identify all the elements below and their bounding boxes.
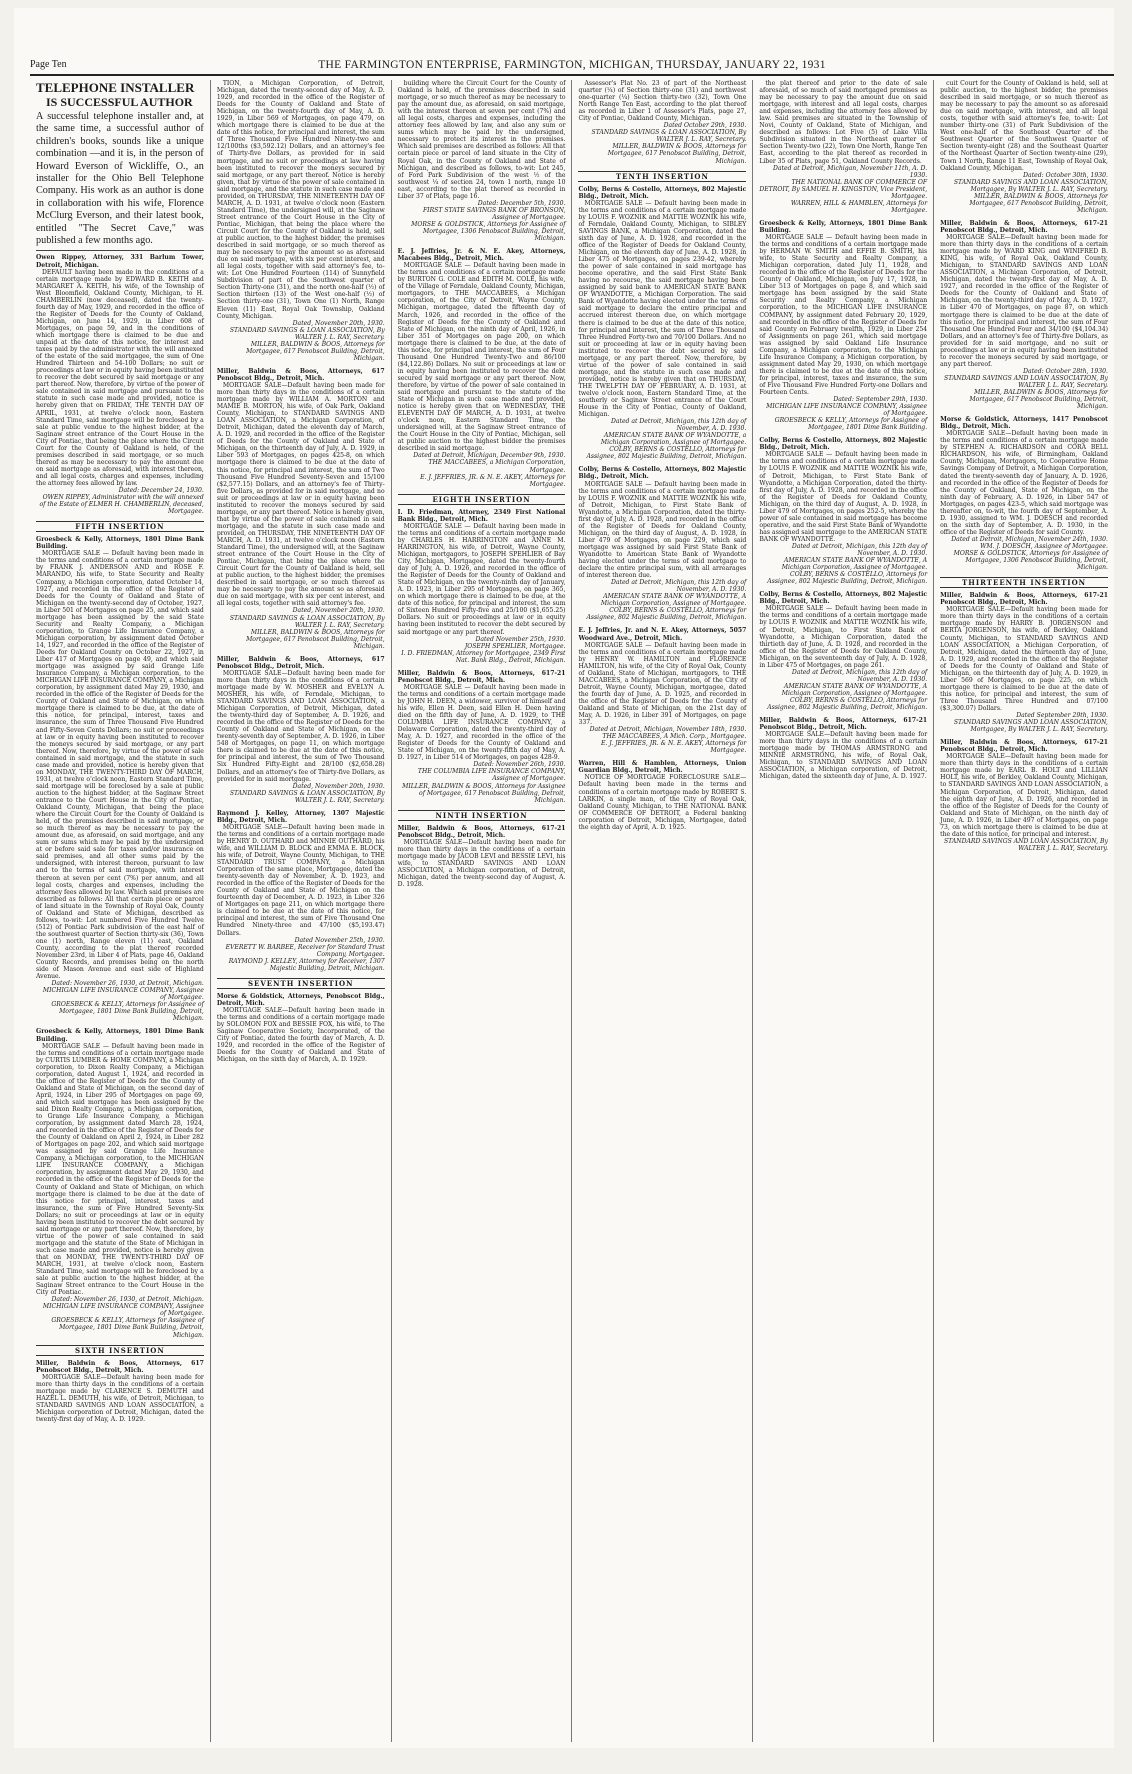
- notice-attorney: Colby, Berns & Costello, Attorneys, 802 Majestic Bldg., Detroit, Mich.: [759, 437, 928, 452]
- notice-body: MORTGAGE SALE — Default having been made in the terms and conditions of a certain mortgage made by LOUIS F. WOZNIK and MATTIE WOZNIK his wife, of Detroit, Michigan, to First State Bank of Wyandotte, a Michigan Corporation, dated the thirty-first day of July, A. D. 1928, and recorded in the office of the Register of Deeds for Oakland County, Michigan, on the third day of August, A. D. 1928, in Liber 479 of Mortgages, on pages 252-5, whereby the power of sale contained in said mortgage has become operative, and the said First State Bank of Wyandotte has assigned said mortgage to the AMERICAN STATE BANK OF WYANDOTTE.: [759, 451, 928, 543]
- legal-notice: [398, 825, 566, 888]
- notice-attorney-signature: GROESBECK & KELLY, Attorneys for Assignee of Mortgagee, 1801 Dime Bank Building, Detroit, Michigan.: [51, 1001, 204, 1023]
- column-6: [934, 80, 1114, 1742]
- notice-attorney: Owen Rippey, Attorney, 331 Barlum Tower, Detroit, Michigan.: [36, 254, 204, 269]
- legal-notice: [36, 1360, 204, 1423]
- notice-signature: AMERICAN STATE BANK OF WYANDOTTE, a Michigan Corporation, Assignee of Mortgagee.: [600, 432, 747, 447]
- notice-date: Dated: September 29th, 1930.: [833, 396, 928, 404]
- insertion-heading: THIRTEENTH INSERTION: [940, 577, 1108, 588]
- legal-notice: [759, 220, 927, 431]
- notice-body: TION, a Michigan Corporation, of Detroit, Michigan, dated the twenty-second day of May, A. D. 1929, and recorded in the office of the Register of Deeds for the County of Oakland and State of Michigan, on the twenty-fourth day of May, A. D. 1929, in Liber 569 of Mortgages, on page 479, on which mortgage there is claimed to be due at the date of this notice, for principal and interest, the sum of Three Thousand Five Hundred Ninety-two and 12/100ths ($3,592.12) Dollars, and an attorney's fee of Thirty-five Dollars, as provided for in said mortgage, and no suit or proceedings at law having been instituted to recover the moneys secured by said mortgage, or any part thereof. Notice is hereby given, that by virtue of the power of sale contained in said mortgage, and the statute in such case made and provided, on THURSDAY, THE NINETEENTH DAY OF MARCH, A. D. 1931, at twelve o'clock noon (Eastern Standard Time), the undersigned will, at the Saginaw Street entrance of the Court House in the City of Pontiac, Michigan, that being the place where the Circuit Court for the County of Oakland is held, sell at public auction, to the highest bidder, the premises described in said mortgage, or so much thereof as may be necessary to pay the amount so as aforesaid due on said mortgage, with six per cent interest, and all legal costs, together with said attorney's fee, to-wit: Lot One Hundred Fourteen (114) of Sunnyfield Subdivision of part of the Southwest quarter of Section Thirty-one (31), and the north one-half (½) of Section thirteen (13) of the West one-half (½) of Section thirty-one (31), Town One (1) North, Range Eleven (11) East, Royal Oak Township, Oakland County, Michigan.: [216, 80, 385, 320]
- notice-signature: STANDARD SAVINGS AND LOAN ASSOCIATION, By WALTER J. L. RAY, Secretary.: [943, 374, 1108, 389]
- notice-body: building where the Circuit Court for the County of Oakland is held, of the premises described in said mortgage, or so much thereof as may be necessary to pay the amount due, as aforesaid, on said mortgage, with the interest thereon at seven per cent (7%) and all legal costs, charges and expenses, including the attorney fees allowed by law, and also any sum or sums which may be paid by the undersigned, necessary to protect its interest in the premises. Which said premises are described as follows: All that certain piece or parcel of land situate in the City of Royal Oak, in the County of Oakland and State of Michigan, and described as follows, to-wit: Lot 245, of Ford Park Subdivision of the west ½ of the southwest ¼ of section 24, town 1 north, range 10 east, according to the plat thereof as recorded in Liber 37 of Plats, page 16.: [397, 80, 566, 200]
- insertion-heading: NINTH INSERTION: [398, 810, 566, 821]
- notice-date: Dated: November 26, 1930, at Detroit, Michigan.: [51, 980, 204, 988]
- legal-notice: [578, 466, 746, 621]
- notice-attorney-signature: GROESBECK & KELLY, Attorneys for Assignee of Mortgagee, 1801 Dime Bank Building, Detroit, Michigan.: [51, 1317, 204, 1339]
- legal-notice: [940, 739, 1108, 852]
- notice-signature: MICHIGAN LIFE INSURANCE COMPANY, Assignee of Mortgagee.: [42, 1303, 204, 1318]
- column-3: [392, 80, 573, 1742]
- newspaper-page: [14, 8, 1114, 1748]
- notice-attorney: Groesbeck & Kelly, Attorneys, 1801 Dime Bank Building.: [36, 1028, 204, 1043]
- notice-signature: EVERETT W. BARBEE, Receiver for Standard Trust Company, Mortgagee.: [225, 943, 385, 958]
- notice-signature: FIRST STATE SAVINGS BANK OF BRONSON, Assignee of Mortgagee.: [422, 206, 566, 221]
- notice-date: Dated at Detroit, Michigan, November 18th, 1930.: [589, 726, 747, 734]
- notice-attorney-signature: MILLER, BALDWIN & BOOS, Attorneys for Assignee of Mortgagee, 617 Penobscot Building, Detroit, Michigan.: [402, 782, 566, 804]
- masthead: [30, 48, 1114, 76]
- notice-date: Dated November 25th, 1930.: [475, 635, 566, 643]
- notice-attorney: Miller, Baldwin & Boos, Attorneys, 617-21 Penobscot Bldg., Detroit, Mich.: [759, 717, 928, 732]
- notice-date: Dated at Detroit, Michigan, December 9th, 1930.: [413, 452, 566, 460]
- insertion-heading: FIFTH INSERTION: [36, 521, 204, 532]
- notice-signature: THE COLUMBIA LIFE INSURANCE COMPANY, Assignee of Mortgagee.: [417, 768, 566, 783]
- notice-signature: MICHIGAN LIFE INSURANCE COMPANY, Assignee of Mortgagee.: [42, 987, 204, 1002]
- notice-attorney: E. J. Jeffries, Jr. and N. E. Akey, Attorneys, 5057 Woodward Ave., Detroit, Mich.: [578, 627, 747, 642]
- legal-notice: [759, 80, 927, 214]
- legal-notice: [940, 80, 1108, 214]
- notice-body: MORTGAGE SALE — Default having been made in the terms and conditions of a certain mortgage made by CHARLES H. HARRINGTON and ANNE M. HARRINGTON, his wife, of Detroit, Wayne County, Michigan, mortgagors, to JOSEPH SPEHLIER of Bay City, Michigan, Mortgagee, dated the twenty-fourth day of July, A. D. 1926, and recorded in the office of the Register of Deeds for the County of Oakland and State of Michigan, on the twenty-ninth day of January, A. D. 1923, in Liber 295 of Mortgages, on page 365, on which mortgage there is claimed to be due, at the date of this notice, for principal and interest, the sum of Sixteen Hundred Fifty-five and 25/100 ($1,655.25) Dollars. No suit or proceedings at law or in equity having been instituted to recover the debt secured by said mortgage or any part thereof.: [397, 522, 566, 636]
- notice-body: MORTGAGE SALE — Default having been made in the terms and conditions of a certain mortgage made by JOHN H. DEEN, a widower, survivor of himself and his wife, Ellen H. Deen, said Ellen H. Deen having died on the fifth day of June, A. D. 1929, to THE COLUMBIA LIFE INSURANCE COMPANY, a Delaware Corporation, dated the twenty-third day of May, A. D. 1927, and recorded in the office of the Register of Deeds for the County of Oakland and State of Michigan, on the twenty-fifth day of May, A. D. 1927, in Liber 514 of Mortgages, on pages 428-9.: [397, 683, 566, 762]
- notice-signature: OWEN RIPPEY, Administrator with the will annexed of the Estate of ELMER H. CHAMBERLIN, deceased, Mortgagee.: [39, 494, 204, 516]
- notice-body: MORTGAGE SALE — Default having been made in the terms and conditions of a certain mortgage made by HERMAN W. SMITH and EFFIE B. SMITH, his wife, to State Security and Realty Company, a Michigan corporation, dated July 11, 1928, and recorded in the office of the Register of Deeds for the County of Oakland, Michigan, on July 17, 1928, in Liber 513 of Mortgages on page 8, and which said mortgage has been assigned by the said State Security and Realty Company, a Michigan corporation, to the MICHIGAN LIFE INSURANCE COMPANY, by assignment dated February 20, 1929, and recorded in the office of the Register of Deeds for said County on February twelfth, 1929, in Liber 254 of Assignments on page 261, which said mortgage was assigned by said Oakland Life Insurance Company, a Michigan corporation, to the Michigan Life Insurance Company, a Michigan corporation, by assignment dated May 29, 1930, on which mortgage there is claimed to be due at the date of this notice, for principal, interest, taxes and insurance, the sum of Five Thousand Five Hundred Forty-one Dollars and Fourteen Cents.: [759, 233, 928, 397]
- notice-attorney: Miller, Baldwin & Boos, Attorneys, 617 Penobscot Bldg., Detroit, Mich.: [216, 655, 385, 670]
- notice-signature: WM. J. DOESCH, Assignee of Mortgagee.: [980, 543, 1108, 550]
- notice-attorney: Morse & Goldstick, Attorneys, 1417 Penobscot Bldg., Detroit, Mich.: [940, 416, 1108, 431]
- notice-signature: STANDARD SAVINGS & LOAN ASSOCIATION, By WALTER J. L. RAY, Secretary.: [591, 129, 747, 144]
- notice-attorney: Colby, Berns & Costello, Attorneys, 802 Majestic Bldg., Detroit, Mich.: [759, 591, 928, 606]
- notice-attorney-signature: COLBY, BERNS & COSTELLO, Attorneys for Assignee, 802 Majestic Building, Detroit, Michigan.: [767, 571, 928, 586]
- legal-notice: [940, 592, 1108, 733]
- notice-attorney: Morse & Goldstick, Attorneys, Penobscot Bldg., Detroit, Mich.: [216, 992, 385, 1007]
- notice-signature: STANDARD SAVINGS AND LOAN ASSOCIATION, Mortgagee, By WALTER J. L. RAY, Secretary.: [953, 719, 1108, 734]
- notice-attorney-signature: I. D. FRIEDMAN, Attorney for Mortgagee, 2349 First Nat. Bank Bldg., Detroit, Michigan.: [401, 649, 566, 664]
- notice-attorney: Raymond J. Kelley, Attorney, 1307 Majestic Bldg., Detroit, Mich.: [216, 809, 385, 824]
- notice-signature: THE NATIONAL BANK OF COMMERCE OF DETROIT, By SAMUEL H. KINGSTON, Vice President, Mortgagee.: [759, 178, 928, 200]
- notice-date: Dated: November 26th, 1930.: [473, 761, 566, 769]
- notice-body: MORTGAGE SALE—Default having been made for more than thirty days in the conditions of a certain mortgage made by JACOB LEVI and BESSIE LEVI, his wife, to STANDARD SAVINGS AND LOAN ASSOCIATION, a Michigan corporation, of Detroit, Michigan, dated the twenty-second day of August, A. D. 1928.: [397, 838, 566, 889]
- notice-date: Dated, November 20th, 1930.: [292, 782, 385, 790]
- notice-date: Dated November 25th, 1930.: [294, 936, 385, 944]
- notice-signature: THE MACCABEES, a Michigan Corporation, Mortgagee.: [428, 459, 566, 474]
- notice-attorney-signature: GROESBECK & KELLY, Attorneys for Assignee of Mortgagee, 1801 Dime Bank Building.: [774, 417, 928, 432]
- page-number: Page Ten: [30, 59, 67, 70]
- notice-body: MORTGAGE SALE — Default having been made in the terms and conditions of a certain mortgage made by CURTIS LUMBER & HOME COMPANY, a Michigan corporation, to Dixon Realty Company, a Michigan corporation, dated August 1, 1924, and recorded in the office of the Register of Deeds for the County of Oakland and State of Michigan, on the second day of April, 1924, in Liber 295 of Mortgages on page 69, and which said mortgage has been assigned by the said Dixon Realty Company, a Michigan corporation, to Grange Life Insurance Company, a Michigan corporation, by assignment dated March 28, 1924, and recorded in the office of the Register of Deeds for the County of Oakland on April 2, 1924, in Liber 282 of Mortgages on page 202, and which said mortgage was assigned by said Grange Life Insurance Company, a Michigan corporation, to the MICHIGAN LIFE INSURANCE COMPANY, a Michigan corporation, by assignment dated May 29, 1930, and recorded in the office of the Register of Deeds for the County of Oakland and State of Michigan, on which mortgage there is claimed to be due at the date of this notice for principal, interest, taxes and insurance, the sum of Five Hundred Seventy-Six Dollars; no suit or proceedings at law or in equity having been instituted to recover the debt secured by said mortgage or any part thereof. Now, therefore, by virtue of the power of sale contained in said mortgage and the statute of the State of Michigan in such case made and provided, notice is hereby given that on MONDAY, THE TWENTY-THIRD DAY OF MARCH, 1931, at twelve o'clock noon, Eastern Standard Time, said mortgage will be foreclosed by a sale at public auction to the highest bidder, at the Saginaw Street entrance to the Court House in the City of Pontiac.: [36, 1042, 204, 1297]
- notice-attorney-signature: MILLER, BALDWIN & BOOS, Attorneys for Mortgagee, 617 Penobscot Building, Detroit, Michigan.: [246, 628, 385, 650]
- notice-attorney-signature: MILLER, BALDWIN & BOOS, Attorneys for Mortgagee, 617 Penobscot Building, Detroit, Michigan.: [969, 192, 1108, 214]
- notice-signature: MICHIGAN LIFE INSURANCE COMPANY, Assignee of Mortgagee.: [766, 403, 928, 418]
- column-4: [572, 80, 753, 1742]
- notice-signature: JOSEPH SPEHLIER, Mortgagee.: [464, 642, 566, 650]
- notice-attorney-signature: WARREN, HILL & HAMBLEN, Attorneys for Mortgagee.: [790, 199, 928, 214]
- legal-notice: [398, 670, 566, 804]
- notice-attorney: Warren, Hill & Hamblen, Attorneys, Union Guardian Bldg., Detroit, Mich.: [578, 760, 747, 775]
- legal-notice: [940, 220, 1108, 410]
- notice-signature: STANDARD SAVINGS AND LOAN ASSOCIATION, By WALTER J. L. RAY, Secretary.: [943, 837, 1108, 852]
- notice-body: MORTGAGE SALE—Default having been made for more than thirty days in the conditions of a certain mortgage made by WILLIAM A. MORTON and MAMIE B. MORTON, his wife, of Oak Park, Oakland County, Michigan, to STANDARD SAVINGS AND LOAN ASSOCIATION, a Michigan Corporation, of Detroit, Michigan, dated the eleventh day of March, A. D. 1929, and recorded in the office of the Register of Deeds for the County of Oakland and State of Michigan, on the thirteenth day of July, A. D. 1929, in Liber 593 of Mortgages, on pages 425-8, on which mortgage there is claimed to be due at the date of this notice, for principal and interest, the sum of Two Thousand Five Hundred Seventy-Seven and 15/100 ($2,577.15) Dollars, and an attorney's fee of Thirty-five Dollars, as provided for in said mortgage, and no suit or proceedings at law or in equity having been instituted to recover the moneys secured by said mortgage, or any part thereof. Notice is hereby given, that by virtue of the power of sale contained in said mortgage, and the statute in such case made and provided, on THURSDAY, THE NINETEENTH DAY OF MARCH, A. D. 1931, at twelve o'clock noon (Eastern Standard Time), the undersigned will, at the Saginaw street entrance of the Court House in the City of Pontiac, Michigan, that being the place where the Circuit Court for the County of Oakland is held, sell at public auction, to the highest bidder, the premises described in said mortgage, or so much thereof as may be necessary to pay the amount so as aforesaid due on said mortgage, with six per cent interest, and all legal costs, together with said attorney's fee.: [216, 381, 385, 608]
- legal-notice: [398, 509, 566, 664]
- legal-notice: [578, 627, 746, 754]
- notice-body: MORTGAGE SALE—Default having been made in the terms and conditions of a certain mortgage made by HENRY D. OUTHARD and MINNIE OUTHARD, his wife, and WILLIAM D. BLOCK and EMMA E. BLOCK, his wife, of Detroit, Wayne County, Michigan, to THE STANDARD TRUST COMPANY, a Michigan Corporation of the same place, Mortgagee, dated the twenty-seventh day of November, A. D. 1923, and recorded in the office of the Register of Deeds for the County of Oakland and State of Michigan on the fourteenth day of December, A. D. 1923, in Liber 326 of Mortgages on page 211, on which mortgage there is claimed to be due at the date of this notice, for principal and interest, the sum of Five Thousand One Hundred Ninety-three and 47/100 ($5,193.47) Dollars.: [216, 823, 385, 937]
- notice-body: MORTGAGE SALE — Default having been made in the terms and conditions of a certain mortgage made by FRANK J. ANDERSON AND and ROSE F. MARANDO, his wife, to State Security and Realty Company, a Michigan corporation, dated October 14, 1927, and recorded in the office of the Register of Deeds for the County of Oakland and State of Michigan on the twenty-second day of October, 1927, in Liber 501 of Mortgages on page 25, and which said mortgage has been assigned by the said State Security and Realty Company, a Michigan corporation, to Grange Life Insurance Company, a Michigan corporation, by assignment dated October 14, 1927, and recorded in the office of the Register of Deeds for Oakland County on October 22, 1927, in Liber 417 of Mortgages on page 49, and which said mortgage was assigned by said Grange Life Insurance Company, a Michigan corporation, to the MICHIGAN LIFE INSURANCE COMPANY, a Michigan corporation, by assignment dated May 29, 1930, and recorded in the office of the Register of Deeds for the County of Oakland and State of Michigan, on which mortgage there is claimed to be due, at the date of this notice, for principal, interest, taxes and insurance, the sum of Three Thousand Five Hundred and Fifty-Seven Cents Dollars; no suit or proceedings at law or in equity having been instituted to recover the moneys secured by said mortgage, or any part thereof. Now, therefore, by virtue of the power of sale contained in said mortgage, and the statute in such case made and provided, notice is hereby given that on MONDAY, THE TWENTY-THIRD DAY OF MARCH, 1931, at twelve o'clock noon, Eastern Standard Time, said mortgage will be foreclosed by a sale at public auction to the highest bidder, at the Saginaw Street entrance to the Court House in the City of Pontiac, Oakland County, Michigan, that being the place where the Circuit Court for the County of Oakland is held, of the premises described in said mortgage, or so much thereof as may be necessary to pay the amount due, as aforesaid, on said mortgage, and any sum or sums which may be paid by the undersigned at or before said sale for taxes and/or insurance on said premises, and all other sums paid by the undersigned, with interest thereon, pursuant to law and to the terms of said mortgage, with interest thereon at seven per cent (7%) per annum, and all legal costs, charges and expenses, including the attorney fees allowed by law. Which said premises are described as follows: All that certain piece or parcel of land situate in the Township of Royal Oak, County of Oakland and State of Michigan, described as follows, to-wit: Lot numbered Five Hundred Twelve (512) of Pontiac Park subdivision of the east half of the southwest quarter of Section thirty-six (36), Town one (1) north, Range eleven (11) east, Oakland County, according to the plat thereof recorded November 23rd, in Liber 4 of Plats, page 46, Oakland County Records, and premises being on the north side of Mason Avenue and east side of Highland Avenue.: [36, 550, 204, 981]
- insertion-heading: EIGHTH INSERTION: [398, 494, 566, 505]
- news-story: [36, 80, 204, 247]
- notice-attorney: Miller, Baldwin & Boos, Attorneys, 617-21 Penobscot Bldg., Detroit, Mich.: [397, 669, 566, 684]
- story-body: A successful telephone installer and, at the same time, a successful author of children's books, sounds like a unique combination —and it is, in the person of Howard Everson of Wickliffe, O., an installer for the Ohio Bell Telephone Company. His work as an author is done in collaboration with his wife, Florence McClurg Everson, and their latest book, entitled "The Secret Cave," was published a few months ago.: [36, 111, 204, 247]
- notice-body: MORTGAGE SALE—Default having been made for more than thirty days in the conditions of a certain mortgage made by HARRY B. JORGENSON and BERTA JORGENSON, his wife, of Berkley, Oakland County, Michigan, to STANDARD SAVINGS AND LOAN ASSOCIATION, a Michigan Corporation, of Detroit, Michigan, dated the thirteenth day of June, A. D. 1929, and recorded in the office of the Register of Deeds for the County of Oakland and State of Michigan, on the thirteenth day of July, A. D. 1929, in Liber 569 of Mortgages, on page 225, on which mortgage there is claimed to be due at the date of this notice, for principal and interest, the sum of Three Thousand Three Hundred and 07/100 ($3,300.07) Dollars.: [940, 606, 1108, 712]
- notice-date: Dated: December 5th, 1930.: [477, 199, 566, 207]
- notice-attorney: Miller, Baldwin & Boos, Attorneys, 617 Penobscot Bldg., Detroit, Mich.: [36, 1359, 204, 1374]
- story-subhead: IS SUCCESSFUL AUTHOR: [46, 95, 193, 109]
- notice-signature: STANDARD SAVINGS AND LOAN ASSOCIATION, Mortgagee, By WALTER J. L. RAY, Secretary.: [953, 178, 1108, 193]
- notice-date: Dated at Detroit, Michigan, this 12th day of November, A. D. 1930.: [610, 579, 747, 594]
- notice-attorney: Colby, Berns & Costello, Attorneys, 802 Majestic Bldg., Detroit, Mich.: [578, 466, 747, 481]
- notice-body: MORTGAGE SALE—Default having been made for more than thirty days in the conditions of a certain mortgage made by W. MOSHER and EVELYN A. MOSHER, his wife, of Ferndale, Michigan, to STANDARD SAVINGS AND LOAN ASSOCIATION, a Michigan Corporation, of Detroit, Michigan, dated the twenty-third day of September, A. D. 1926, and recorded in the office of the Register of Deeds for the County of Oakland and State of Michigan, on the twenty-seventh day of September, A. D. 1926, in Liber 548 of Mortgages, on page 11, on which mortgage there is claimed to be due at the date of this notice, for principal and interest, the sum of Two Thousand Six Hundred Fifty-Eight and 28/100 ($2,658.28) Dollars, and an attorney's fee of Thirty-five Dollars, as provided for in said mortgage.: [216, 669, 385, 783]
- notice-attorney-signature: MORSE & GOLDSTICK, Attorneys for Assignee of Mortgagee, 1306 Penobscot Building, Detroit, Michigan.: [953, 550, 1108, 572]
- notice-signature: STANDARD SAVINGS & LOAN ASSOCIATION, By WALTER J. L. RAY, Secretary.: [229, 326, 385, 341]
- notice-body: MORTGAGE SALE — Default having been made in the terms and conditions of a certain mortgage made by LOUIS F. WOZNIK and MATTIE WOZNIK his wife, of Detroit, Michigan, to First State Bank of Wyandotte, a Michigan Corporation, dated the thirty-first day of July, A. D. 1928, and recorded in the office of the Register of Deeds for Oakland County, Michigan, on the third day of August, A. D. 1928, in Liber 479 of Mortgages, on page 229, which said mortgage was assigned by said First State Bank of Wyandotte to American State Bank of Wyandotte having elected under the terms of said mortgage to declare the entire principal sum, with all arrearages of interest thereon due.: [578, 480, 747, 580]
- notice-attorney-signature: COLBY, BERNS & COSTELLO, Attorneys for Assignee, 802 Majestic Building, Detroit, Michigan.: [586, 446, 747, 461]
- notice-attorney-signature: MILLER, BALDWIN & BOOS, Attorneys for Mortgagee, 617 Penobscot Building, Detroit, Michigan.: [246, 340, 385, 362]
- notice-body: MORTGAGE SALE—Default having been made in the terms and conditions of a certain mortgage made by STEPHEN A. RICHARDSON and CORA BELL RICHARDSON, his wife, of Birmingham, Oakland County, Michigan, Mortgagors, to Cooperative Home Savings Company of Detroit, a Michigan Corporation, dated the twenty-seventh day of January, A. D. 1926, and recorded in the office of the Register of Deeds for the County of Oakland, State of Michigan, on the ninth day of February, A. D. 1926, in Liber 547 of Mortgages, on pages 423-5, which said mortgage was thereafter on, to-wit, the fourth day of September, A. D. 1930, assigned to WM. J. DOESCH and recorded on the sixth day of September, A. D. 1930, in the office of the Register of Deeds for said County.: [940, 430, 1108, 536]
- notice-body: MORTGAGE SALE — Default having been made in the terms and conditions of a certain mortgage made by LOUIS F. WOZNIK and MATTIE WOZNIK his wife, of Ferndale, Oakland County, Michigan, to SIBLEY SAVINGS BANK, a Michigan Corporation, dated the sixth day of June, A. D. 1928, and recorded in the office of the Register of Deeds for Oakland County, Michigan, on the eleventh day of June, A. D. 1928, in Liber 475 of Mortgages, on pages 239-42, whereby the power of sale contained in said mortgage has become operative, and the said First State Bank having no recourse, the said mortgage having been assigned by said bank to AMERICAN STATE BANK OF WYANDOTTE, a Michigan Corporation. The said Bank of Wyandotte having elected under the terms of said mortgage to declare the entire principal and accrued interest thereon due, on which mortgage there is claimed to be due at the date of this notice, for principal and interest, the sum of Three Thousand Three Hundred Forty-two and 70/100 Dollars. And no suit or proceeding at law or in equity having been instituted to recover the debt secured by said mortgage, or any part thereof. Now, therefore, by virtue of the power of sale contained in said mortgage, and the statute in such case made and provided, notice is hereby given that on THURSDAY, THE TWELFTH DAY OF FEBRUARY, A. D. 1931, at twelve o'clock noon, Eastern Standard Time, at the southerly or Saginaw Street entrance of the Court House in the City of Pontiac, County of Oakland, Michigan.: [578, 199, 747, 419]
- notice-date: Dated: October 30th, 1930.: [1023, 171, 1108, 179]
- notice-date: Dated at Detroit, Michigan, this 12th day of November, A. D. 1930.: [610, 418, 747, 433]
- insertion-heading: TENTH INSERTION: [578, 171, 746, 182]
- notice-body: MORTGAGE SALE—Default having been made for more than thirty days in the conditions of a certain mortgage made by THOMAS ARMSTRONG and MINNIE ARMSTRONG, his wife, of Royal Oak, Michigan, to STANDARD SAVINGS AND LOAN ASSOCIATION, a Michigan corporation, of Detroit, Michigan, dated the sixteenth day of June, A. D. 1927.: [759, 731, 928, 781]
- legal-notice: [36, 1028, 204, 1338]
- notice-body: Assessor's Plat No. 23 of part of the Northeast quarter (¼) of Section thirty-one (31) and northwest one-quarter (¼) Section thirty-two (32), Town One North Range Ten East, according to the plat thereof as recorded in Liber 1 of Assessor's Plats, page 27, City of Pontiac, Oakland County, Michigan.: [578, 80, 747, 123]
- notice-attorney-signature: COLBY, BERNS & COSTELLO, Attorneys for Assignee, 802 Majestic Building, Detroit, Michigan.: [586, 607, 747, 622]
- legal-notice: [36, 254, 204, 515]
- notice-attorney: Colby, Berns & Costello, Attorneys, 802 Majestic Bldg., Detroit, Mich.: [578, 185, 747, 200]
- insertion-heading: SEVENTH INSERTION: [217, 978, 385, 989]
- notice-body: MORTGAGE SALE — Default having been made in the terms and conditions of a certain mortgage made by LOUIS F. WOZNIK and MATTIE WOZNIK his wife, of Detroit, Michigan, to First State Bank of Wyandotte, a Michigan Corporation, dated the thirtieth day of June, A. D. 1928, and recorded in the office of the Register of Deeds for Oakland County, Michigan, on the seventeenth day of July, A. D. 1928, in Liber 475 of Mortgages, on page 261.: [759, 605, 928, 669]
- insertion-heading: SIXTH INSERTION: [36, 1345, 204, 1356]
- notice-attorney: E. J. Jeffries, Jr. & N. E. Akey, Attorneys, Macabees Bldg., Detroit, Mich.: [397, 248, 566, 263]
- notice-body: MORTGAGE SALE — Default having been made in the terms and conditions of a certain mortgage made by BURTON G. COLE and EDITH M. COLE, his wife, of the Village of Ferndale, Oakland County, Michigan, mortgagors, to THE MACCABEES, a Michigan corporation, of the City of Detroit, Wayne County, Michigan, mortgagee, dated the fifteenth day of March, 1926, and recorded in the office of the Register of Deeds for the County of Oakland and State of Michigan, on the ninth day of April, 1926, in Liber 351 of Mortgages on page 200, on which mortgage there is claimed to be due, at the date of this notice, for principal and interest, the sum of Four Thousand One Hundred Twenty-Two and 86/100 ($4,122.86) Dollars. No suit or proceedings at law or in equity having been instituted to recover the debt secured by said mortgage or any part thereof. Now, therefore, by virtue of the power of sale contained in said mortgage and pursuant to the statute of the State of Michigan in such case made and provided, notice is hereby given that on WEDNESDAY, THE ELEVENTH DAY OF MARCH, A. D. 1931, at twelve o'clock noon, Eastern Standard Time, the undersigned will, at the Saginaw Street entrance of the Court House in the City of Pontiac, Michigan, sell at public auction to the highest bidder the premises described in said mortgage.: [397, 262, 566, 453]
- notice-attorney-signature: MORSE & GOLDSTICK, Attorneys for Assignee of Mortgagee, 1306 Penobscot Building, Detroit, Michigan.: [411, 220, 566, 243]
- notice-date: Dated, November 20th, 1930.: [292, 319, 385, 327]
- newspaper-title: THE FARMINGTON ENTERPRISE, FARMINGTON, MICHIGAN, THURSDAY, JANUARY 22, 1931: [318, 59, 826, 71]
- notice-body: MORTGAGE SALE—Default having been made for more than thirty days in the conditions of a certain mortgage made by WARD KING and WINIFRED B. KING, his wife, of Royal Oak, Oakland County, Michigan, to STANDARD SAVINGS AND LOAN ASSOCIATION, a Michigan Corporation, of Detroit, Michigan, dated the twenty-first day of May, A. D. 1927, and recorded in the office of the Register of Deeds for the County of Oakland and State of Michigan, on the twenty-third day of May, A. D. 1927, in Liber 470 of Mortgages, on page 87, on which mortgage there is claimed to be due at the date of this notice, for principal and interest, the sum of Four Thousand One Hundred Four and 34/100 ($4,104.34) Dollars, and an attorney's fee of Thirty-five Dollars, as provided for in said mortgage, and no suit or proceedings at law or in equity having been instituted to recover the moneys secured by said mortgage, or any part thereof.: [940, 233, 1108, 368]
- column-5: [753, 80, 934, 1742]
- notice-attorney: I. D. Friedman, Attorney, 2349 First National Bank Bldg., Detroit, Mich.: [397, 508, 566, 523]
- notice-body: MORTGAGE SALE—Default having been made for more than thirty days in the conditions of a certain mortgage made by EARL B. HOLT and LILLIAN HOLT, his wife, of Berkley, Oakland County, Michigan, to STANDARD SAVINGS AND LOAN ASSOCIATION, a Michigan Corporation, of Detroit, Michigan, dated the eighth day of June, A. D. 1926, and recorded in the office of the Register of Deeds for the County of Oakland and State of Michigan, on the ninth day of June, A. D. 1926, in Liber 497 of Mortgages, on page 73, on which mortgage there is claimed to be due at the date of this notice, for principal and interest.: [940, 753, 1108, 838]
- notice-body: NOTICE OF MORTGAGE FORECLOSURE SALE—Default having been made in the terms and conditions of a certain mortgage made by ROBERT S. LARKIN, a single man, of the City of Royal Oak, Oakland County, Michigan, to THE NATIONAL BANK OF COMMERCE OF DETROIT, a Federal banking corporation of Detroit, Michigan, Mortgagee, dated the eighth day of April, A. D. 1925.: [578, 774, 747, 831]
- notice-attorney-signature: E. J. JEFFRIES, JR. & N. E. AKEY, Attorneys for Mortgagee.: [420, 473, 566, 488]
- legal-notice: [217, 656, 385, 804]
- legal-notice: [578, 760, 746, 830]
- notice-attorney: Miller, Baldwin & Boos, Attorneys, 617-21 Penobscot Bldg., Detroit, Mich.: [397, 824, 566, 839]
- notice-date: Dated, November 20th, 1930.: [292, 607, 385, 615]
- notice-date: Dated October 29th, 1930.: [663, 122, 747, 130]
- legal-notice: [217, 993, 385, 1063]
- notice-attorney: Miller, Baldwin & Boos, Attorneys, 617-21 Penobscot Bldg., Detroit, Mich.: [940, 739, 1108, 754]
- notice-date: Dated at Detroit, Michigan, this 12th day of November, A. D. 1930.: [791, 543, 928, 558]
- notice-body: cuit Court for the County of Oakland is held, sell at public auction, to the highest bidder, the premises described in said mortgage, or so much thereof as may be necessary to pay the amount so as aforesaid due on said mortgage, with interest, and all legal costs, together with said attorney's fee, to-wit: Lot number thirty-one (31) of Park Subdivision of the West one-half of the Southeast Quarter of the Southwest Quarter of the Southwest Quarter of Section twenty-eight (28) and the Southeast Quarter of the Northeast Quarter of Section twenty-nine (29), Town 1 North, Range 11 East, Township of Royal Oak, Oakland County, Michigan.: [940, 80, 1108, 172]
- notice-body: the plat thereof and prior to the date of sale aforesaid, of so much of said mortgaged premises as may be necessary to pay the amount due on said mortgage, with interest and all legal costs, charges and expenses, including the attorney fees allowed by law. Said premises are situated in the Township of Novi, County of Oakland, State of Michigan, and described as follows: Lot Five (5) of Lake Villa Subdivision situated in the Northeast quarter of Section Twenty-two (22), Town One North, Range Ten East, according to the plat thereof as recorded in Liber 35 of Plats, page 51, Oakland County Records.: [759, 80, 928, 165]
- notice-attorney-signature: E. J. JEFFRIES, JR. & N. E. AKEY, Attorneys for Mortgagee.: [600, 740, 747, 755]
- notice-date: Dated at Detroit, Michigan, November 11th, A. D. 1930.: [773, 164, 928, 179]
- legal-notice: [940, 416, 1108, 571]
- notice-attorney-signature: RAYMOND J. KELLEY, Attorney for Receiver, 1307 Majestic Building, Detroit, Michigan.: [228, 957, 385, 972]
- column-1: [30, 80, 211, 1742]
- legal-notice: [578, 186, 746, 461]
- legal-notice: [36, 536, 204, 1022]
- legal-notice: [759, 591, 927, 711]
- notice-signature: THE MACCABEES, A Mich. Corp., Mortgagee.: [602, 733, 747, 741]
- legal-notice: [759, 717, 927, 780]
- legal-notice: [217, 80, 385, 362]
- column-2: [211, 80, 392, 1742]
- notice-date: Dated: December 24, 1930.: [118, 487, 204, 495]
- legal-notice: [217, 810, 385, 972]
- story-headline: TELEPHONE INSTALLER: [36, 80, 195, 95]
- notice-signature: AMERICAN STATE BANK OF WYANDOTTE, A Michigan Corporation, Assignee of Mortgagee.: [781, 682, 928, 697]
- notice-signature: STANDARD SAVINGS & LOAN ASSOCIATION, By WALTER J. L. RAY, Secretary.: [229, 614, 385, 629]
- notice-date: Dated September 29th, 1930.: [1016, 712, 1108, 720]
- notice-date: Dated: October 28th, 1930.: [1023, 367, 1108, 375]
- notice-date: Dated: November 26, 1930, at Detroit, Michigan.: [51, 1296, 204, 1304]
- notice-attorney-signature: COLBY, BERNS & COSTELLO, Attorneys for Assignee, 802 Majestic Building, Detroit, Michigan.: [767, 696, 928, 712]
- column-grid: [30, 80, 1114, 1742]
- notice-attorney: Groesbeck & Kelly, Attorneys, 1801 Dime Bank Building.: [759, 219, 928, 234]
- notice-attorney: Miller, Baldwin & Boos, Attorneys, 617-21 Penobscot Bldg., Detroit, Mich.: [940, 219, 1108, 234]
- notice-date: Dated at Detroit, Michigan, this 12th day of November, A. D. 1930.: [791, 668, 928, 683]
- notice-signature: AMERICAN STATE BANK OF WYANDOTTE, A Michigan Corporation, Assignee of Mortgagee.: [781, 557, 928, 572]
- divider: [36, 250, 204, 251]
- legal-notice: [398, 80, 566, 242]
- notice-body: MORTGAGE SALE—Default having been made for more than thirty days in the conditions of a certain mortgage made by CLARENCE S. DEMUTH and HAZEL L. DEMUTH, his wife, of Detroit, Michigan, to STANDARD SAVINGS AND LOAN ASSOCIATION, a Michigan corporation of Detroit, Michigan, dated the twenty-first day of May, A. D. 1929.: [36, 1373, 204, 1423]
- notice-body: DEFAULT having been made in the conditions of a certain mortgage made by EDWARD B. KEITH and MARGARET A. KEITH, his wife, of the Township of West Bloomfield, Oakland County, Michigan, to H. CHAMBERLIN (now deceased), dated the twenty-fourth day of May, 1929, and recorded in the office of the Register of Deeds for the County of Oakland, Michigan, on June 14, 1929, in Liber 608 of Mortgages, on page 59, and in the conditions of which mortgage there is claimed to be due and unpaid at the date of this notice, for interest and taxes paid by the administrator with the will annexed of the estate of the said mortgagee, the sum of One Hundred Thirteen and 54-100 Dollars; no suit or proceedings at law or in equity having been instituted to recover the debt secured by said mortgage or any part thereof. Now, therefore, by virtue of the power of sale contained in said mortgage and pursuant to the statute in such case made and provided, notice is hereby given that on FRIDAY, THE TENTH DAY OF APRIL, 1931, at twelve o'clock noon, Eastern Standard Time, said mortgage will be foreclosed by a sale at public vendue to the highest bidder, at the Saginaw street entrance of the Court House in the City of Pontiac, that being the place where the Circuit Court for the County of Oakland is held, of the premises described in said mortgage, or so much thereof as may be necessary to pay the amount due on said mortgage as aforesaid, with interest thereon, and all legal costs, charges and expenses, including the attorney fees allowed by law.: [36, 268, 204, 487]
- legal-notice: [578, 80, 746, 165]
- notice-signature: AMERICAN STATE BANK OF WYANDOTTE, A Michigan Corporation, Assignee of Mortgagee.: [600, 593, 747, 608]
- notice-attorney-signature: MILLER, BALDWIN & BOOS, Attorneys for Mortgagee, 617 Penobscot Building, Detroit, Michigan.: [607, 143, 747, 165]
- notice-body: MORTGAGE SALE—Default having been made in the terms and conditions of a certain mortgage made by SOLOMON FOX and BESSIE FOX, his wife, to The Saginaw Cooperative Society, Incorporated, of the City of Pontiac, dated the fourth day of March, A. D. 1929, and recorded in the office of the Register of Deeds for the County of Oakland and State of Michigan, on the sixth day of March, A. D. 1929.: [216, 1006, 385, 1064]
- legal-notice: [759, 437, 927, 585]
- notice-signature: STANDARD SAVINGS & LOAN ASSOCIATION, By WALTER J. L. RAY, Secretary.: [229, 789, 385, 804]
- notice-attorney: Miller, Baldwin & Boos, Attorneys, 617 Penobscot Bldg., Detroit, Mich.: [216, 367, 385, 382]
- notice-date: Dated at Detroit, Michigan, November 24th, 1930.: [951, 535, 1108, 543]
- notice-body: MORTGAGE SALE — Default having been made in the terms and conditions of a certain mortgage made by HENRY W. HAMILTON and FLORENCE HAMILTON, his wife, of the City of Royal Oak, County of Oakland, State of Michigan, mortgagors, to THE MACCABEES, a Michigan Corporation, of the City of Detroit, Wayne County, Michigan, mortgagee, dated the fourth day of June, A. D. 1925, and recorded in the office of the Register of Deeds for the County of Oakland and State of Michigan, on the 21st day of May, A. D. 1926, in Liber 391 of Mortgages, on page 337.: [578, 641, 747, 727]
- notice-attorney-signature: MILLER, BALDWIN & BOOS, Attorneys for Mortgagee, 617 Penobscot Building, Detroit, Michigan.: [969, 389, 1108, 411]
- legal-notice: [217, 368, 385, 650]
- notice-attorney: Miller, Baldwin & Boos, Attorneys, 617-21 Penobscot Bldg., Detroit, Mich.: [940, 592, 1108, 607]
- legal-notice: [398, 248, 566, 488]
- notice-attorney: Groesbeck & Kelly, Attorneys, 1801 Dime Bank Building.: [36, 536, 204, 551]
